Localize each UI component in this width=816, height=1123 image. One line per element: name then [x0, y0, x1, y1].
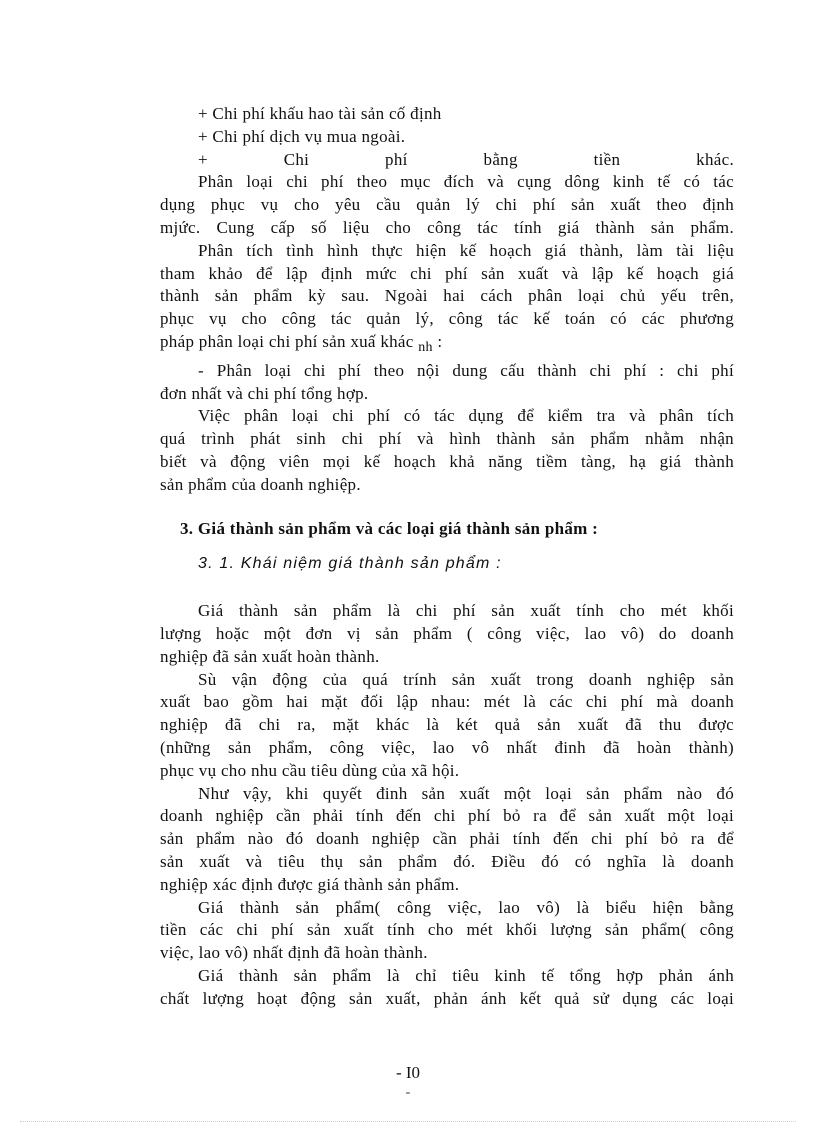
- subsection-heading: 3. 1. Khái niệm giá thành sản phẩm :: [198, 555, 502, 573]
- paragraph-cost-expression: [160, 897, 734, 965]
- text-line: Giá thành sản phẩm là chỉ tiêu kinh tế tổng hợp phản ánh: [198, 965, 734, 985]
- page-number: - I0: [395, 1063, 421, 1082]
- page-bottom-divider: [20, 1121, 796, 1122]
- spread-word: phí: [385, 149, 408, 169]
- text-line: phục vụ cho nhu cầu tiêu dùng của xã hội.: [160, 760, 460, 780]
- spread-word: khác.: [696, 149, 734, 169]
- text-line: (những sản phẩm, công việc, lao vô nhất đinh đã hoàn thành): [160, 737, 734, 757]
- text-line: mjức. Cung cấp số liệu cho công tác tính giá thành sản phẩm.: [160, 217, 734, 237]
- text-line: sản phẩm nào đó doanh nghiệp cần phải tính đến chi phí bỏ ra để: [160, 829, 734, 849]
- text-line: thành sản phẩm kỳ sau. Ngoài hai cách phân loại chủ yếu trên,: [160, 286, 734, 306]
- list-item-other-cash-costs: [160, 149, 734, 172]
- spread-word: Chi: [283, 149, 310, 169]
- text-line: Phân loại chi phí theo mục đích và cụng dông kinh tế có tác: [198, 172, 734, 192]
- list-item-outsourced-services: + Chi phí dịch vụ mua ngoài.: [198, 126, 406, 146]
- spread-word: tiền: [593, 149, 621, 169]
- page-body: [160, 103, 734, 1010]
- text-line: lượng hoặc một đơn vị sản phẩm ( công việc, lao vô) do doanh: [160, 623, 734, 643]
- paragraph-production-decision: [160, 783, 734, 897]
- text-line: Như vậy, khi quyết đinh sản xuất một loại sản phẩm nào đó: [198, 783, 734, 803]
- text-line: đơn nhất và chi phí tổng hợp.: [160, 383, 369, 403]
- text-line: Việc phân loại chi phí có tác dụng để kiểm tra và phân tích: [198, 406, 734, 426]
- text-line: chất lượng hoạt động sản xuất, phản ánh kết quả sử dụng các loại: [160, 988, 734, 1008]
- text-line: nghiệp xác định được giá thành sản phẩm.: [160, 874, 460, 894]
- spread-word: bằng: [483, 149, 518, 169]
- list-item-depreciation: + Chi phí khấu hao tài sản cố định: [198, 104, 442, 123]
- text-line: việc, lao vô) nhất định đã hoàn thành.: [160, 943, 428, 963]
- text-line: biết và động viên mọi kế hoạch khả năng tiềm tàng, hạ giá thành: [160, 451, 734, 471]
- text-line: phục vụ cho công tác quản lý, công tác kế toán có các phương: [160, 309, 734, 329]
- text-fragment: pháp phân loại chi phí sản xuấ khác: [160, 331, 414, 351]
- text-line: sản phẩm của doanh nghiệp.: [160, 474, 361, 494]
- paragraph-economic-indicator: [160, 965, 734, 1011]
- paragraph-purpose-classification: [160, 171, 734, 239]
- spread-word: +: [198, 149, 208, 169]
- footer-dash: -: [405, 1085, 411, 1100]
- text-line: Giá thành sản phẩm( công việc, lao vô) là biểu hiện bằng: [198, 897, 734, 917]
- text-line: sản xuất và tiêu thụ sản phẩm đó. Điều đó có nghĩa là doanh: [160, 851, 734, 871]
- section-heading: 3. Giá thành sản phẩm và các loại giá thành sản phẩm :: [180, 518, 599, 538]
- subscript-fragment: nh: [418, 339, 433, 355]
- text-line: Phân tích tình hình thực hiện kế hoạch giá thành, làm tài liệu: [198, 240, 734, 260]
- paragraph-cost-definition: [160, 600, 734, 668]
- text-line: doanh nghiệp cần phải tính đến chi phí bỏ ra để sản xuất một loại: [160, 806, 734, 826]
- text-line: nghiệp đã chi ra, mặt khác là két quả sản xuất đã thu được: [160, 715, 734, 735]
- paragraph-classification-effect: [160, 405, 734, 496]
- text-line: Sù vận động của quá trính sản xuất trong doanh nghiệp sản: [198, 669, 734, 689]
- text-line: quá trình phát sinh chi phí và hình thành sản phẩm nhằm nhận: [160, 429, 734, 449]
- text-line: dụng phục vụ cho yêu cầu quản lý chi phí sản xuất theo định: [160, 195, 734, 215]
- paragraph-content-classification: [160, 360, 734, 406]
- text-line: - Phân loại chi phí theo nội dung cấu thành chi phí : chi phí: [198, 360, 734, 380]
- paragraph-production-process: [160, 669, 734, 783]
- text-line: Giá thành sản phẩm là chi phí sản xuất tính cho mét khối: [198, 601, 734, 621]
- text-fragment: :: [432, 331, 443, 351]
- text-line: xuất bao gồm hai mặt đối lập nhau: mét là các chi phí mà doanh: [160, 692, 734, 712]
- text-line: [160, 331, 734, 360]
- paragraph-cost-analysis: [160, 240, 734, 360]
- text-line: tham khảo để lập định mức chi phí sản xuất và lập kế hoạch giá: [160, 263, 734, 283]
- text-line: nghiệp đã sản xuất hoàn thành.: [160, 646, 380, 666]
- text-line: tiền các chi phí sản xuất tính cho mét khối lượng sản phẩm( công: [160, 920, 734, 940]
